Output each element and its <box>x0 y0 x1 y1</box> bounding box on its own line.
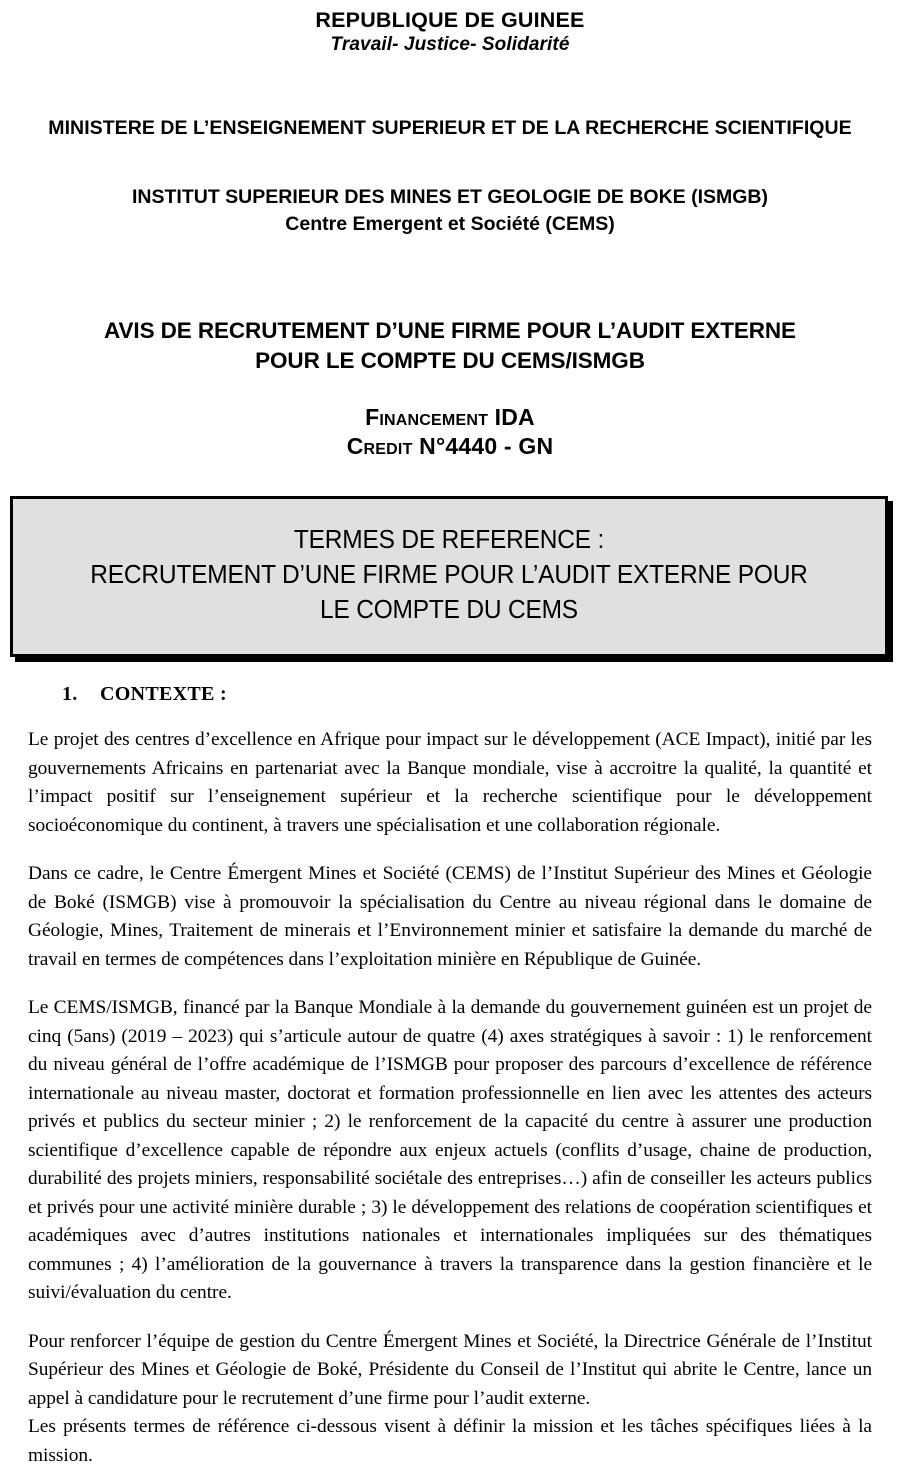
paragraph-2: Dans ce cadre, le Centre Émergent Mines et Société (CEMS) de l’Institut Supérieur des Mines et Géologie de Boké (ISMGB) vise à promouvoir la spécialisation du Centre au niveau régional dans le domaine de Géologie, Mines, Traitement de minerais et l’Environnement minier et satisfaire la demande du marché de travail en termes de compétences dans l’exploitation minière en République de Guinée. <box>28 863 872 970</box>
country-title: REPUBLIQUE DE GUINEE <box>315 8 585 32</box>
paragraph-3: Le CEMS/ISMGB, financé par la Banque Mondiale à la demande du gouvernement guinéen est un projet de cinq (5ans) (2019 – 2023) qui s’articule autour de quatre (4) axes stratégiques à savoir : 1) le renforcement du niveau général de l’offre académique de l’ISMGB pour proposer des parcours d’excellence de référence internationale au niveau master, doctorat et formation professionnelle en lien avec les attentes des acteurs privés et publics du secteur minier ; 2) le renforcement de la capacité du centre à assurer une production scientifique d’excellence capable de répondre aux enjeux actuels (conflits d’usage, chaine de production, durabilité des projets miniers, responsabilité sociétale des entreprises…) afin de conseiller les acteurs publics et privés pour une activité minière durable ; 3) le développement des relations de coopération scientifiques et académiques avec d’autres institutions nationales et internationales impliquées sur des thématiques communes ; 4) l’amélioration de la gouvernance à travers la transparence dans la gestion financière et le suivi/évaluation du centre. <box>28 997 872 1303</box>
paragraph-1: Le projet des centres d’excellence en Afrique pour impact sur le développement (ACE Impact), initié par les gouvernements Africains en partenariat avec la Banque mondiale, vise à accroitre la qualité, la quantité et l’impact positif sur l’enseignement supérieur et la recherche scientifique pour le développement socioéconomique du continent, à travers une spécialisation et une collaboration régionale. <box>28 729 872 836</box>
paragraph-4: Pour renforcer l’équipe de gestion du Centre Émergent Mines et Société, la Directrice Générale de l’Institut Supérieur des Mines et Géologie de Boké, Présidente du Conseil de l’Institut qui abrite le Centre, lance un appel à candidature pour le recrutement d’une firme pour l’audit externe. <box>28 1330 872 1409</box>
funding-block <box>0 376 900 461</box>
notice-title-line-2: POUR LE COMPTE DU CEMS/ISMGB <box>255 348 645 373</box>
national-motto: Travail- Justice- Solidarité <box>330 34 570 55</box>
tdr-line-2: RECRUTEMENT D’UNE FIRME POUR L’AUDIT EXTERNE POUR <box>90 561 808 589</box>
document-header <box>0 0 900 238</box>
credit-number: Credit N°4440 - GN <box>346 433 554 459</box>
section-heading-contexte <box>0 657 900 706</box>
terms-of-reference-box <box>10 496 888 657</box>
institute-title: INSTITUT SUPERIEUR DES MINES ET GEOLOGIE DE BOKE (ISMGB) <box>132 186 768 208</box>
document-body <box>28 706 872 1470</box>
section-title: CONTEXTE : <box>100 683 227 705</box>
notice-title-line-1: AVIS DE RECRUTEMENT D’UNE FIRME POUR L’AUDIT EXTERNE <box>104 318 796 343</box>
section-number: 1. <box>62 683 78 705</box>
tdr-line-1: TERMES DE REFERENCE : <box>293 526 605 554</box>
notice-title <box>34 238 866 376</box>
tdr-line-3: LE COMPTE DU CEMS <box>320 596 578 624</box>
paragraph-5: Les présents termes de référence ci-dessous visent à définir la mission et les tâches spécifiques liées à la mission. <box>28 1416 872 1466</box>
funding-source: Financement IDA <box>365 404 535 430</box>
centre-title: Centre Emergent et Société (CEMS) <box>285 213 615 235</box>
terms-of-reference-box-wrapper <box>10 496 888 657</box>
ministry-title: MINISTERE DE L’ENSEIGNEMENT SUPERIEUR ET DE LA RECHERCHE SCIENTIFIQUE <box>48 117 852 139</box>
